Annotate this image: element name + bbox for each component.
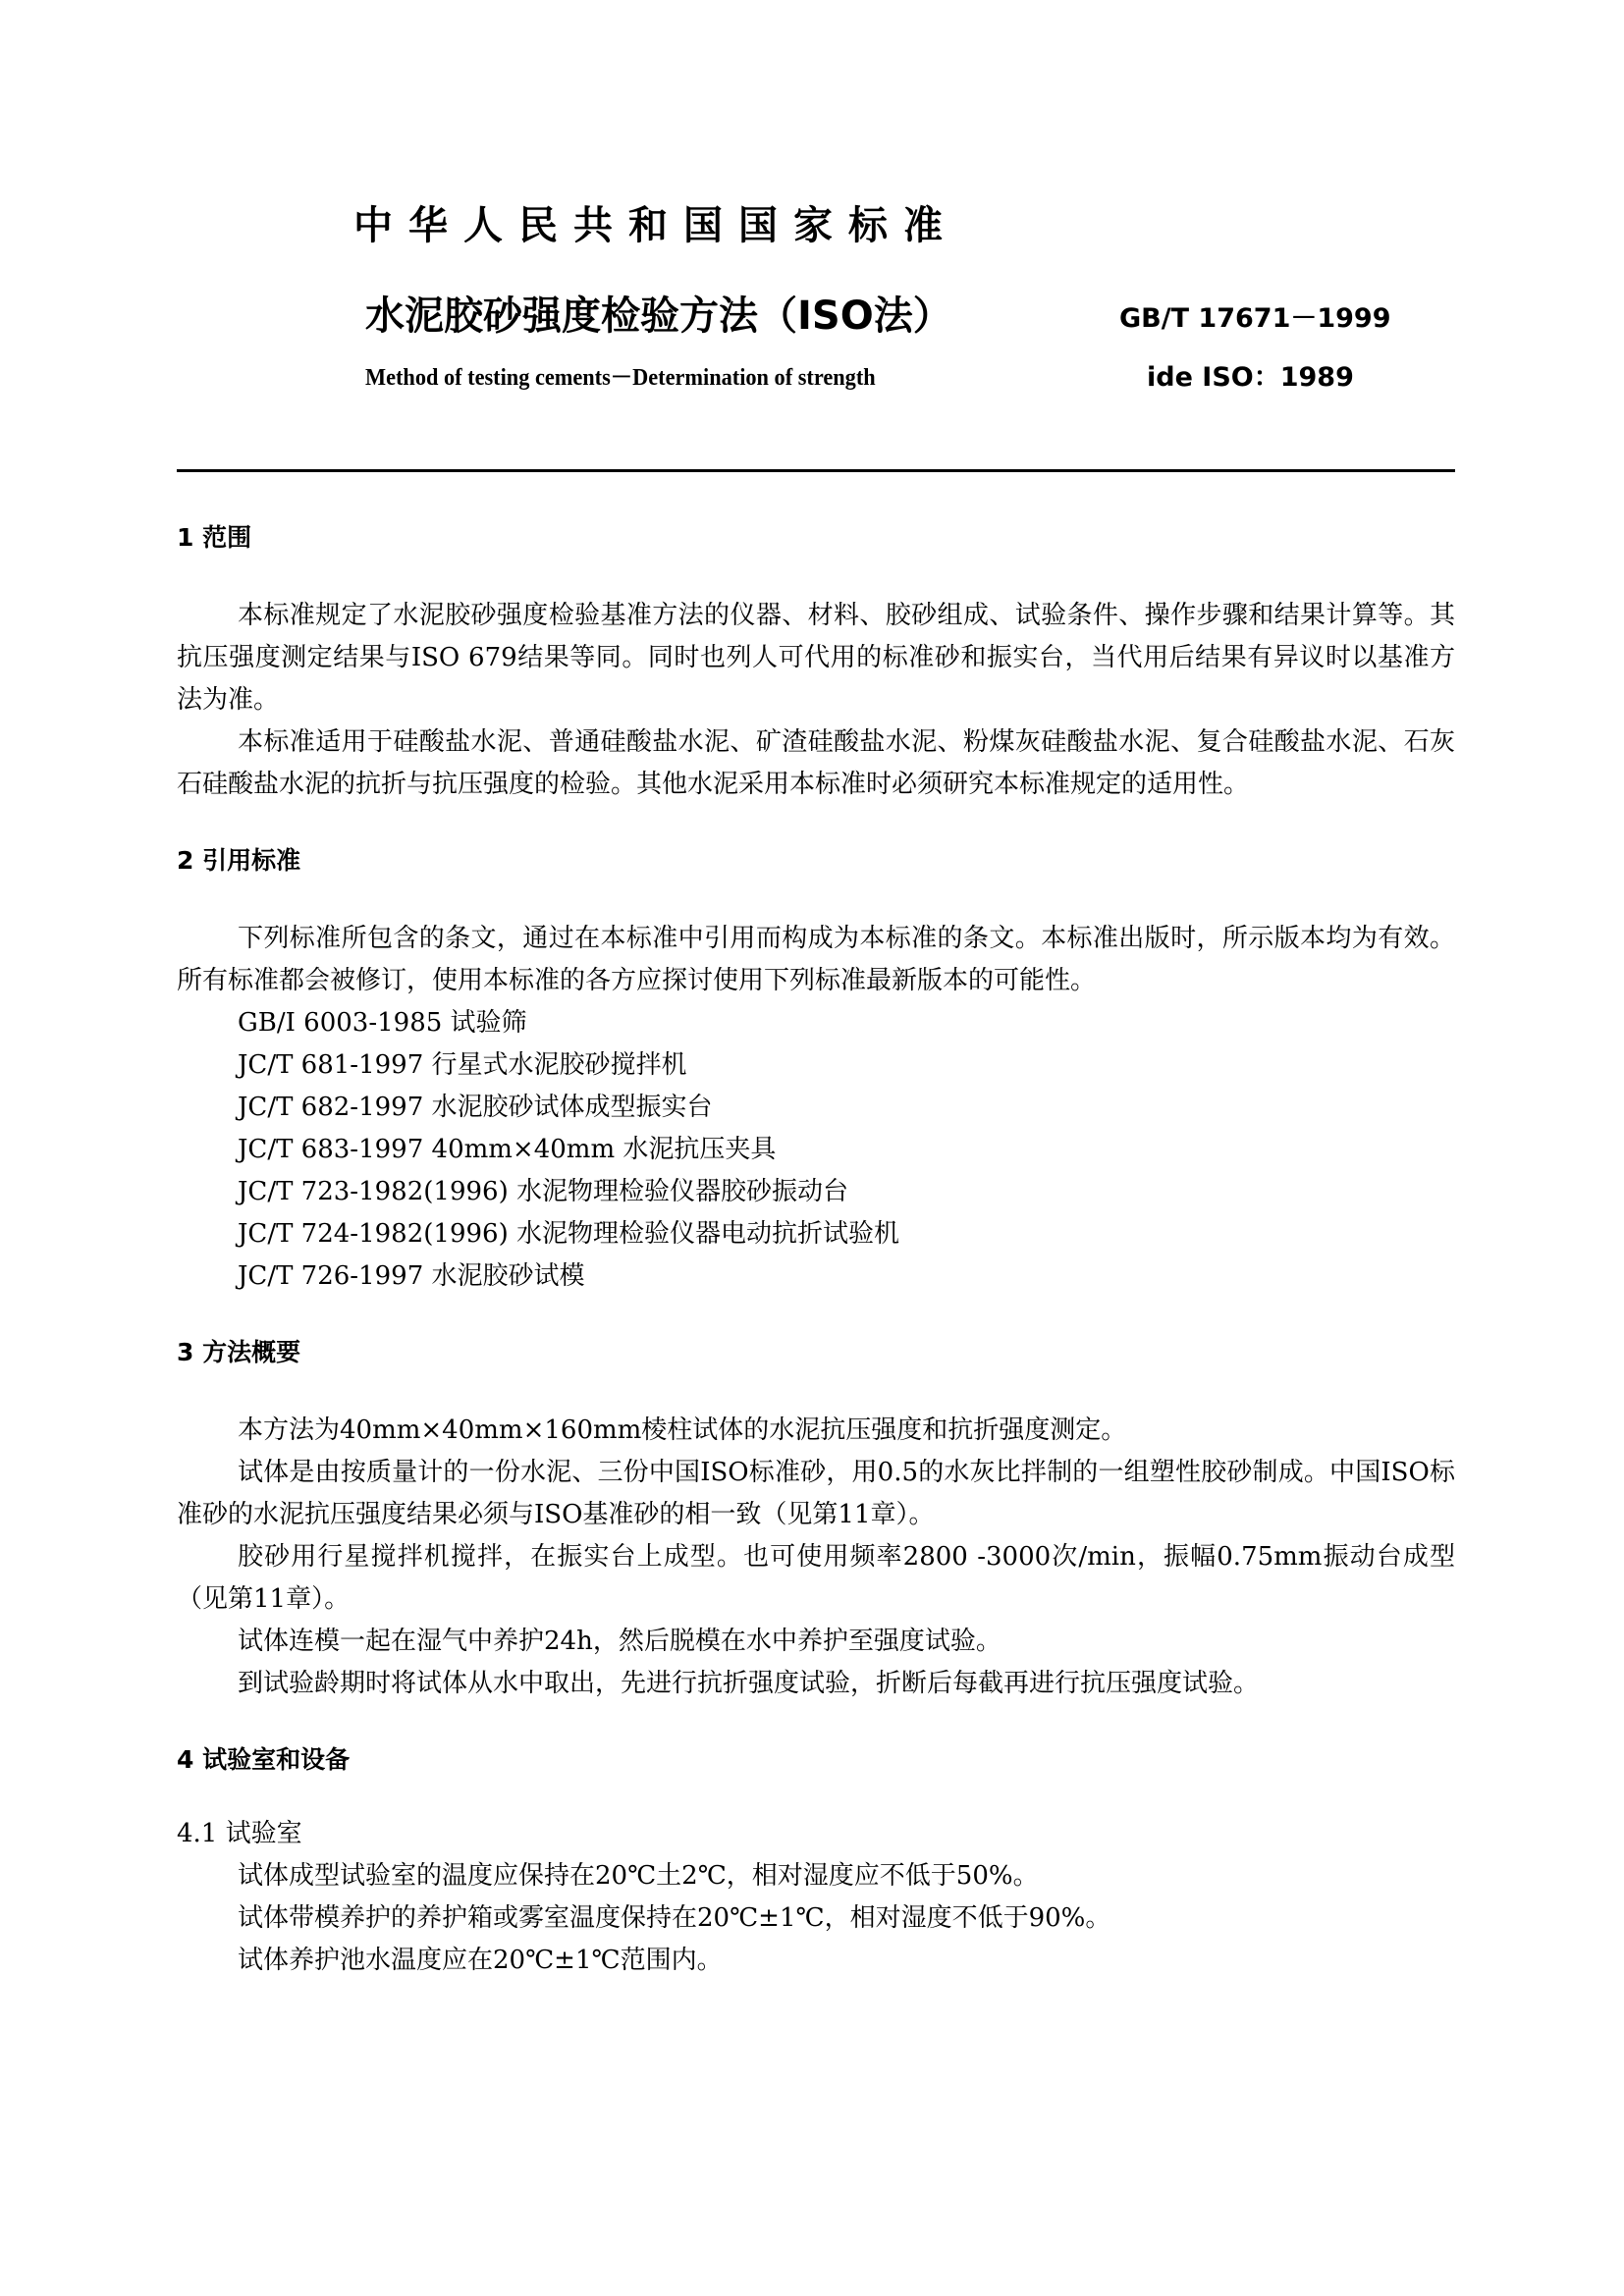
paragraph: 试体连模一起在湿气中养护24h，然后脱模在水中养护至强度试验。 (238, 1627, 1001, 1656)
reference-item: JC/T 681-1997 行星式水泥胶砂搅拌机 (238, 1050, 687, 1080)
document-body (177, 520, 1455, 1982)
paragraph: 下列标准所包含的条文，通过在本标准中引用而构成为本标准的条文。本标准出版时，所示版本均为有效。所有标准都会被修订，使用本标准的各方应探讨使用下列标准最新版本的可能性。 (177, 924, 1455, 995)
paragraph: 本标准规定了水泥胶砂强度检验基准方法的仪器、材料、胶砂组成、试验条件、操作步骤和结果计算等。其抗压强度测定结果与ISO 679结果等同。同时也列人可代用的标准砂和振实台，当代用后结果有异议时以基准方法为准。 (177, 601, 1455, 715)
english-title: Method of testing cements－Determination of strength (365, 365, 876, 391)
standard-code: GB/T 17671－1999 (1119, 303, 1391, 334)
section-heading: 1 范围 (177, 523, 252, 552)
reference-item: JC/T 682-1997 水泥胶砂试体成型振实台 (238, 1093, 713, 1122)
header-divider (177, 469, 1455, 472)
subsection-heading: 4.1 试验室 (177, 1819, 302, 1848)
paragraph-line: 试体养护池水温度应在20℃±1℃范围内。 (238, 1946, 723, 1975)
section-heading: 2 引用标准 (177, 846, 301, 875)
section-heading: 4 试验室和设备 (177, 1745, 351, 1774)
national-standard-title: 中华人民共和国国家标准 (353, 203, 958, 248)
paragraph-line: 试体成型试验室的温度应保持在20℃土2℃，相对湿度应不低于50%。 (238, 1861, 1039, 1891)
paragraph: 胶砂用行星搅拌机搅拌，在振实台上成型。也可使用频率2800 -3000次/min，振幅0.75mm振动台成型（见第11章）。 (177, 1542, 1455, 1614)
section-heading: 3 方法概要 (177, 1338, 301, 1366)
reference-item: JC/T 726-1997 水泥胶砂试模 (238, 1261, 585, 1291)
document-title: 水泥胶砂强度检验方法（ISO法） (365, 294, 952, 339)
paragraph: 本标准适用于硅酸盐水泥、普通硅酸盐水泥、矿渣硅酸盐水泥、粉煤灰硅酸盐水泥、复合硅酸盐水泥、石灰石硅酸盐水泥的抗折与抗压强度的检验。其他水泥采用本标准时必须研究本标准规定的适用性。 (177, 727, 1455, 799)
reference-item: JC/T 723-1982(1996) 水泥物理检验仪器胶砂振动台 (238, 1177, 848, 1206)
paragraph-line: 试体带模养护的养护箱或雾室温度保持在20℃±1℃，相对湿度不低于90%。 (238, 1903, 1111, 1933)
reference-item: JC/T 683-1997 40mm×40mm 水泥抗压夹具 (238, 1135, 777, 1164)
reference-item: JC/T 724-1982(1996) 水泥物理检验仪器电动抗折试验机 (238, 1219, 899, 1249)
paragraph: 到试验龄期时将试体从水中取出，先进行抗折强度试验，折断后每截再进行抗压强度试验。 (238, 1669, 1260, 1698)
iso-equivalence-code: ide ISO：1989 (1147, 362, 1354, 393)
paragraph: 本方法为40mm×40mm×160mm棱柱试体的水泥抗压强度和抗折强度测定。 (238, 1415, 1127, 1445)
paragraph: 试体是由按质量计的一份水泥、三份中国ISO标准砂，用0.5的水灰比拌制的一组塑性胶砂制成。中国ISO标准砂的水泥抗压强度结果必须与ISO基准砂的相一致（见第11章）。 (177, 1458, 1455, 1529)
reference-item: GB/I 6003-1985 试验筛 (238, 1008, 527, 1038)
